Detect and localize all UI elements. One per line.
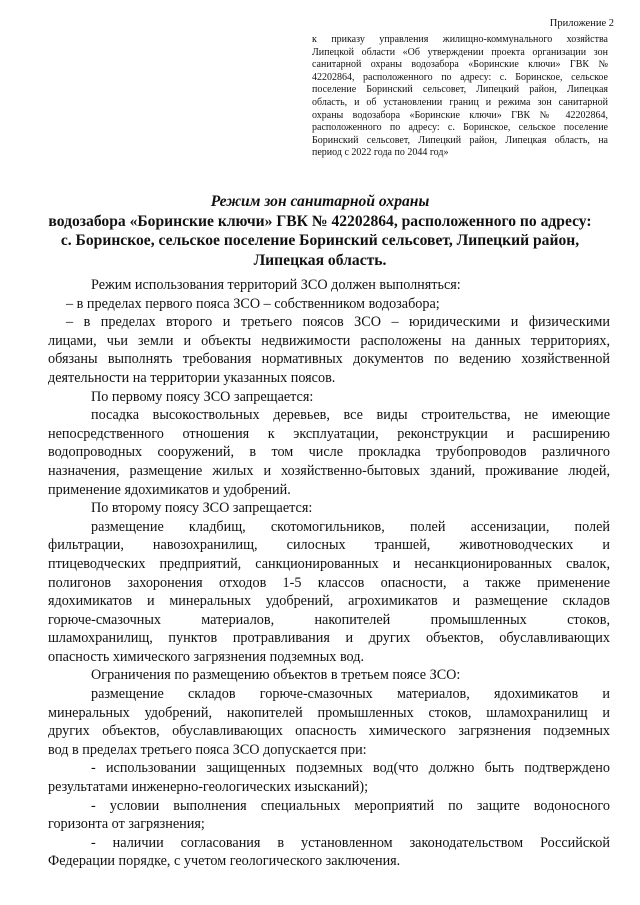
body-line: Режим использования территорий ЗСО должен выполняться: <box>91 277 461 293</box>
body-line: обязаны выполнять требования нормативных документов по ведению хозяйственной <box>48 351 610 368</box>
body-line: непосредственного отношения к эксплуатации, реконструкции и расширению <box>48 425 610 442</box>
body-line: По первому поясу ЗСО запрещается: <box>91 388 314 405</box>
document-title <box>30 192 610 270</box>
body-line: - использовании защищенных подземных вод(что должно быть подтверждено <box>91 760 610 777</box>
body-line: посадка высокоствольных деревьев, все виды строительства, не имеющие <box>91 407 610 424</box>
appendix-label: Приложение 2 <box>549 18 614 29</box>
body-line: шламохранилищ, пунктов протравливания и других объектов, обуславливающих <box>48 630 610 647</box>
order-ref-line: поселение Боринский сельсовет, Липецкий район, Липецкая <box>312 84 608 96</box>
body-line: птицеводческих предприятий, санкционированных и несанкционированных свалок, <box>48 555 610 572</box>
body-line: водопроводных сооружений, в том числе прокладка трубопроводов различного <box>48 444 610 461</box>
title-line: водозабора «Боринские ключи» ГВК № 42202864, расположенного по адресу: <box>48 212 592 230</box>
order-ref-line: охраны водозабора «Боринские ключи» ГВК № 42202864, <box>312 109 608 121</box>
body-line: фильтрации, навозохранилищ, силосных траншей, животноводческих и <box>48 537 610 554</box>
order-ref-line: санитарной охраны водозабора «Боринские ключи» ГВК № <box>312 59 608 71</box>
order-ref-line: Липецкой области «Об утверждении проекта организации зон <box>312 46 608 58</box>
body-line: размещение складов горюче-смазочных материалов, ядохимикатов и <box>91 686 610 703</box>
body-line: лицами, чьи земли и объекты недвижимости расположены на данных территориях, <box>48 332 610 349</box>
body-line: - условии выполнения специальных мероприятий по защите водоносного <box>91 797 610 814</box>
order-ref-line: область, и об установлении границ и режима зон санитарной <box>312 96 608 108</box>
body-line: опасность химического загрязнения подземных вод. <box>48 648 365 665</box>
title-line: с. Боринское, сельское поселение Боринский сельсовет, Липецкий район, <box>60 232 580 249</box>
order-ref-line: Боринский сельсовет, Липецкий район, Липецкая область, на <box>312 134 608 146</box>
body-line: результатами инженерно-геологических изысканий); <box>48 779 369 796</box>
document-body <box>48 276 610 871</box>
body-line: вод в пределах третьего пояса ЗСО допускается при: <box>48 741 367 758</box>
title-line: Липецкая область. <box>253 251 387 269</box>
body-line: горюче-смазочных материалов, накопителей промышленных стоков, <box>48 611 610 628</box>
order-ref-line: расположенного по адресу: с. Боринское, сельское поселение <box>312 122 608 134</box>
order-ref-line: период с 2022 года по 2044 год» <box>312 147 449 159</box>
body-line: горизонта от загрязнения; <box>48 816 205 833</box>
order-ref-line: 42202864, расположенного по адресу: с. Боринское, сельское <box>312 71 608 83</box>
body-line: ядохимикатов и минеральных удобрений, агрохимикатов и размещение складов <box>48 593 610 610</box>
body-line: применение ядохимикатов и удобрений. <box>48 481 291 498</box>
order-ref-line: к приказу управления жилищно-коммунального хозяйства <box>312 34 608 45</box>
body-line: размещение кладбищ, скотомогильников, полей ассенизации, полей <box>91 518 610 535</box>
body-line: минеральных удобрений, накопителей промышленных стоков, шламохранилищ и <box>48 704 610 721</box>
body-line: Федерации порядке, с учетом геологического заключения. <box>48 853 401 870</box>
body-line: Ограничения по размещению объектов в третьем поясе ЗСО: <box>91 667 461 684</box>
order-reference <box>312 34 608 160</box>
title-line: Режим зон санитарной охраны <box>210 193 430 210</box>
body-line: деятельности на территории указанных поясов. <box>48 369 336 386</box>
body-line: – в пределах второго и третьего поясов ЗСО – юридическими и физическими <box>66 314 610 331</box>
body-line: других объектов, обуславливающих опасность химического загрязнения подземных <box>48 723 610 740</box>
body-line: назначения, размещение жилых и хозяйственно-бытовых зданий, проживание людей, <box>48 462 610 479</box>
body-line: – в пределах первого пояса ЗСО – собственником водозабора; <box>66 295 440 312</box>
body-line: По второму поясу ЗСО запрещается: <box>91 500 313 517</box>
body-line: - наличии согласования в установленном законодательством Российской <box>91 834 610 851</box>
body-line: полигонов захоронения отходов 1-5 классов опасности, а также применение <box>48 574 610 591</box>
